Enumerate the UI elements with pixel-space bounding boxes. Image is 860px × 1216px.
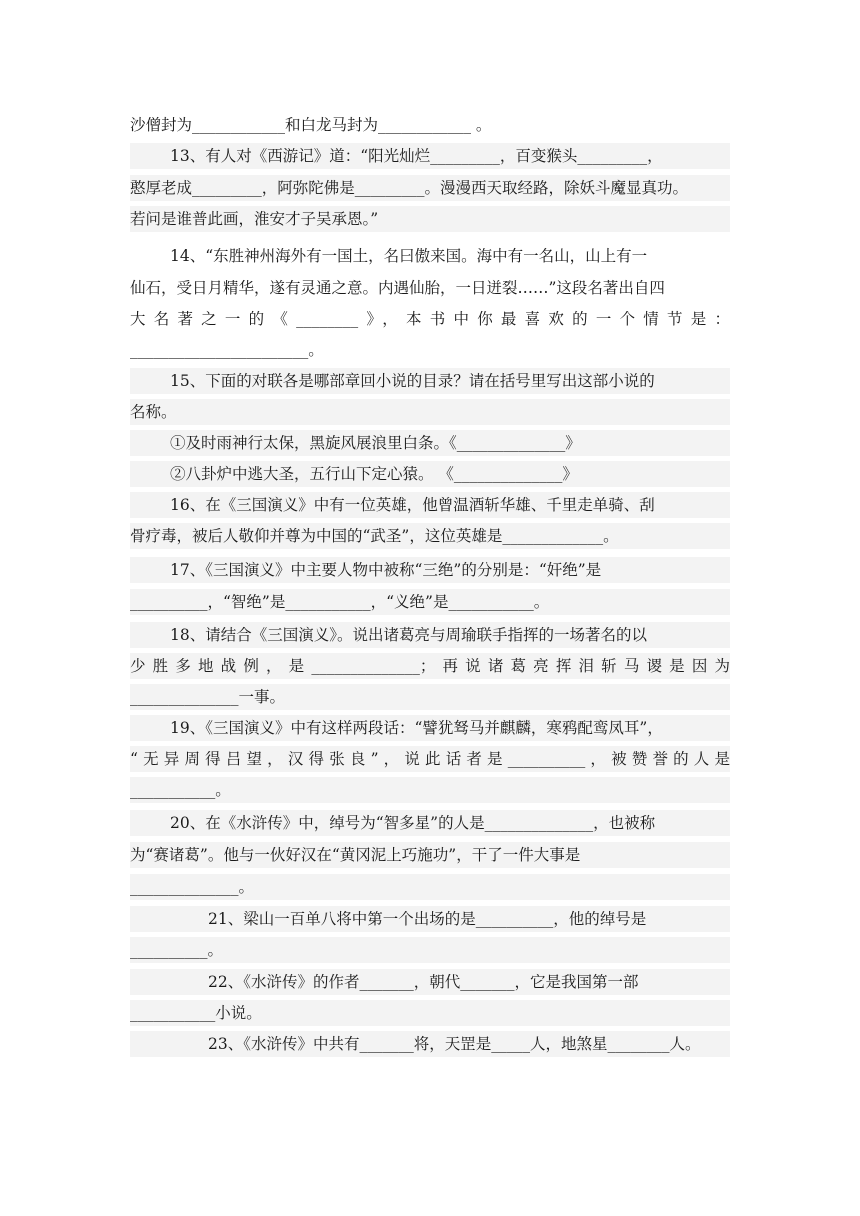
question-14-line-4: _______________________。 [130, 341, 324, 359]
question-13-line-2: 憨厚老成_________，阿弥陀佛是_________。漫漫西天取经路，除妖斗魔显真功。 [130, 175, 730, 201]
question-15-item-2: ②八卦炉中逃大圣，五行山下定心猿。 《______________》 [130, 461, 730, 487]
question-22-line-2: ___________小说。 [130, 1000, 730, 1026]
question-15-item-1: ①及时雨神行太保，黑旋风展浪里白条。《______________》 [130, 430, 730, 456]
question-13-line-1: 13、有人对《西游记》道：“阳光灿烂_________，百变猴头_________， [130, 143, 730, 169]
question-13-line-3: 若问是谁普此画，淮安才子吴承恩。” [130, 206, 730, 232]
question-19-line-2: “无异周得吕望，汉得张良”，说此话者是__________，被赞誉的人是 [130, 746, 730, 772]
question-21-line-1: 21、梁山一百单八将中第一个出场的是__________，他的绰号是 [130, 906, 730, 932]
question-20-line-3: ______________。 [130, 874, 730, 900]
question-20-line-1: 20、在《水浒传》中，绰号为“智多星”的人是______________，也被称 [130, 810, 730, 836]
question-14-line-1: 14、“东胜神州海外有一国土，名曰傲来国。海中有一名山，山上有一 [170, 247, 648, 265]
question-23-line-1: 23、《水浒传》中共有_______将，天罡是_____人，地煞星________人。 [130, 1031, 730, 1057]
question-15-line-2: 名称。 [130, 399, 730, 425]
question-18-line-1: 18、请结合《三国演义》。说出诸葛亮与周瑜联手指挥的一场著名的以 [130, 622, 730, 648]
question-17-line-2: __________，“智绝”是___________，“义绝”是___________。 [130, 589, 730, 615]
question-14-line-3: 大名著之一的《________》，本书中你最喜欢的一个情节是： [130, 310, 730, 328]
question-18-line-2: 少胜多地战例，是______________；再说诸葛亮挥泪斩马谡是因为 [130, 653, 730, 679]
text-line: 沙僧封为____________和白龙马封为____________ 。 [130, 116, 492, 134]
question-18-line-3: ______________一事。 [130, 684, 730, 710]
question-17-line-1: 17、《三国演义》中主要人物中被称“三绝”的分别是：“奸绝”是 [130, 557, 730, 583]
question-20-line-2: 为“赛诸葛”。他与一伙好汉在“黄冈泥上巧施功”，干了一件大事是 [130, 842, 730, 868]
question-14-line-2: 仙石，受日月精华，遂有灵通之意。内遇仙胎，一日迸裂……”这段名著出自四 [130, 279, 665, 297]
question-16-line-1: 16、在《三国演义》中有一位英雄，他曾温酒斩华雄、千里走单骑、刮 [130, 492, 730, 518]
question-22-line-1: 22、《水浒传》的作者_______，朝代_______，它是我国第一部 [130, 969, 730, 995]
question-19-line-3: ___________。 [130, 777, 730, 803]
question-15-line-1: 15、下面的对联各是哪部章回小说的目录？请在括号里写出这部小说的 [130, 368, 730, 394]
question-21-line-2: __________。 [130, 937, 730, 963]
question-16-line-2: 骨疗毒，被后人敬仰并尊为中国的“武圣”，这位英雄是_____________。 [130, 523, 730, 549]
question-19-line-1: 19、《三国演义》中有这样两段话：“譬犹驽马并麒麟，寒鸦配鸾凤耳”， [130, 715, 730, 741]
